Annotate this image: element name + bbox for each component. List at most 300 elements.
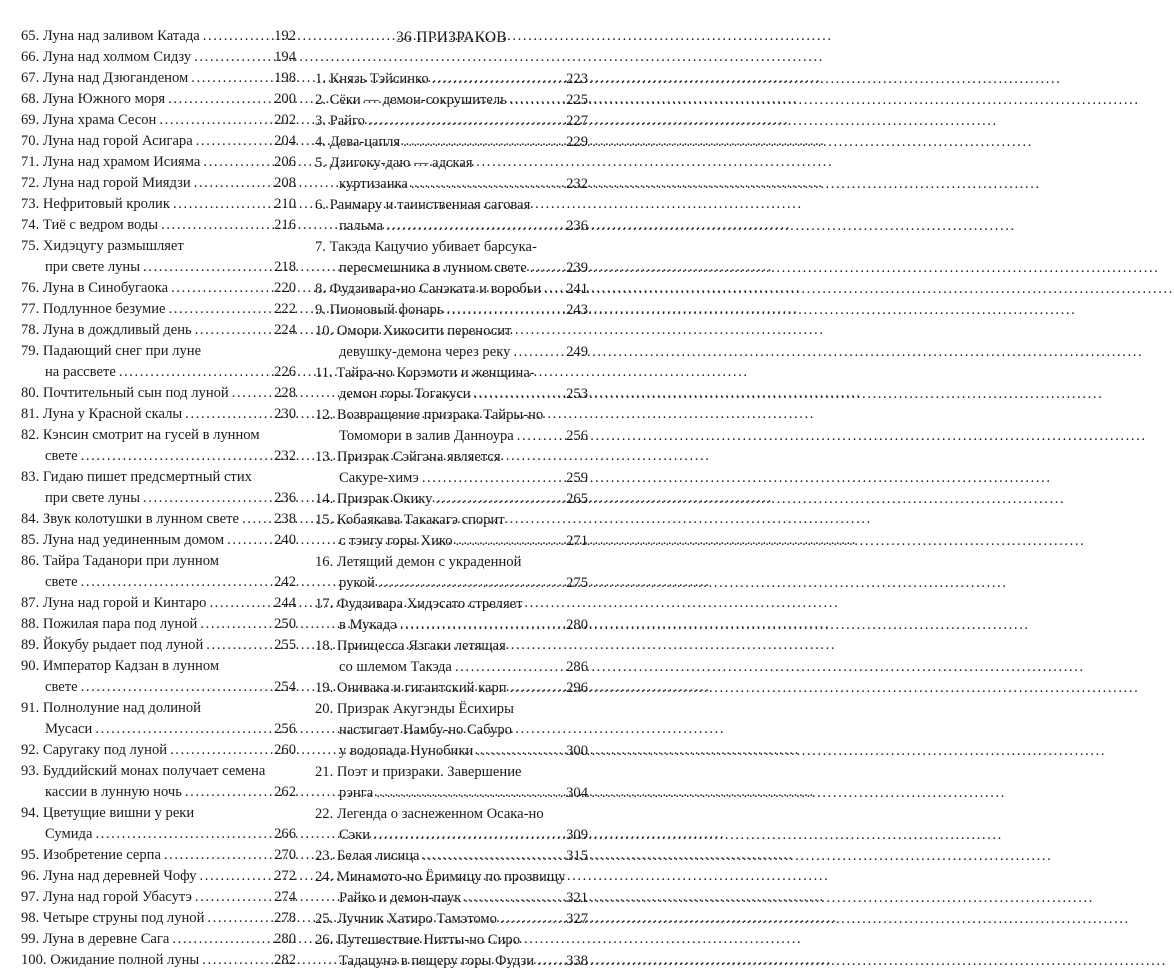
toc-page-number: 272 <box>274 868 296 884</box>
toc-entry-title: демон горы Тогакуси <box>339 386 471 402</box>
toc-entry <box>21 593 296 614</box>
toc-entry <box>21 950 296 971</box>
toc-entry-line <box>315 930 588 951</box>
toc-entry-title: куртизанка <box>339 176 408 192</box>
toc-page-number: 274 <box>274 889 296 905</box>
toc-page-number: 278 <box>274 910 296 926</box>
dot-leader <box>232 383 271 404</box>
dot-leader <box>400 615 563 636</box>
toc-entry-line <box>315 426 588 447</box>
toc-entry-line <box>21 110 296 131</box>
toc-entry <box>315 195 588 237</box>
toc-entry-line <box>315 867 588 888</box>
toc-entry-line <box>21 635 296 656</box>
toc-page-number: 249 <box>566 344 588 360</box>
dot-leader <box>423 846 564 867</box>
toc-entry-title: в Мукадэ <box>339 617 397 633</box>
toc-entry-title: 68. Луна Южного моря <box>21 91 166 107</box>
dot-leader <box>447 300 564 321</box>
toc-page-number: 321 <box>566 890 588 906</box>
toc-page-number: 271 <box>566 533 588 549</box>
dot-leader <box>373 825 563 846</box>
toc-page-number: 253 <box>566 386 588 402</box>
toc-entry-line <box>315 90 588 111</box>
toc-page-number: 225 <box>566 92 588 108</box>
toc-entry-line <box>315 573 588 594</box>
toc-entry-line <box>21 362 296 383</box>
toc-entry <box>315 111 588 132</box>
toc-entry <box>21 656 296 698</box>
toc-entry <box>315 237 588 279</box>
toc-entry-title: 18. Принцесса Язгаки летящая <box>315 638 506 654</box>
toc-entry-line <box>315 552 588 573</box>
toc-entry-line <box>315 363 588 384</box>
toc-entry-line <box>315 615 588 636</box>
toc-entry-title: Томомори в залив Данноура <box>339 428 514 444</box>
dot-leader <box>513 342 563 363</box>
toc-page-number: 242 <box>274 574 296 590</box>
toc-entry-line <box>315 678 588 699</box>
toc-entry-line <box>315 195 588 216</box>
dot-leader <box>143 488 271 509</box>
toc-entry-title: 14. Призрак Окику <box>315 491 433 507</box>
toc-entry <box>315 279 588 300</box>
toc-entry <box>21 278 296 299</box>
toc-entry-line <box>21 383 296 404</box>
dot-leader <box>378 573 563 594</box>
toc-entry-title: свете <box>45 679 78 695</box>
toc-entry-title: 90. Император Кадзан в лунном <box>21 658 220 674</box>
toc-entry <box>21 89 296 110</box>
toc-entry-line <box>21 761 296 782</box>
toc-entry-title: Мусаси <box>45 721 93 737</box>
toc-entry <box>315 489 588 510</box>
toc-page-number: 300 <box>566 743 588 759</box>
toc-page-number: 260 <box>274 742 296 758</box>
toc-entry-title: пальма <box>339 218 383 234</box>
toc-entry <box>21 425 296 467</box>
dot-leader <box>227 530 271 551</box>
toc-entry-title: настигает Намбу-но Сабуро <box>339 722 512 738</box>
toc-page-number: 227 <box>566 113 588 129</box>
toc-entry-title: 9. Пионовый фонарь <box>315 302 444 318</box>
dot-leader <box>168 89 271 110</box>
dot-leader <box>159 110 271 131</box>
toc-entry-line <box>21 593 296 614</box>
toc-page-number: 229 <box>566 134 588 150</box>
toc-entry-title: 76. Луна в Синобугаока <box>21 280 169 296</box>
dot-leader <box>403 132 563 153</box>
toc-entry-line <box>315 741 588 762</box>
toc-entry-line <box>315 132 588 153</box>
toc-entry-title: 22. Легенда о заснеженном Осака-но <box>315 806 544 822</box>
toc-entry-title: пересмешника в лунном свете <box>339 260 527 276</box>
toc-entry-line <box>315 111 588 132</box>
toc-entry-line <box>21 425 296 446</box>
toc-entry-line <box>21 47 296 68</box>
toc-entry-line <box>21 278 296 299</box>
toc-entry-line <box>315 783 588 804</box>
toc-entry <box>21 215 296 236</box>
toc-right-column <box>315 26 588 972</box>
toc-entry-line <box>21 887 296 908</box>
toc-entry-title: 23. Белая лисица <box>315 848 420 864</box>
toc-entry-title: 83. Гидаю пишет предсмертный стих <box>21 469 252 485</box>
toc-entry <box>21 68 296 89</box>
toc-entry <box>21 173 296 194</box>
dot-leader <box>95 719 271 740</box>
toc-entry <box>315 153 588 195</box>
toc-page-number: 296 <box>566 680 588 696</box>
toc-entry-title: 79. Падающий снег при луне <box>21 343 202 359</box>
toc-entry-title: 15. Кобаякава Такакагэ спорит <box>315 512 505 528</box>
toc-entry <box>315 300 588 321</box>
toc-page-number: 194 <box>274 49 296 65</box>
toc-page-number: 192 <box>274 28 296 44</box>
toc-entry <box>315 363 588 405</box>
dot-leader <box>422 468 563 489</box>
toc-entry-title: 67. Луна над Дзюганденом <box>21 70 189 86</box>
toc-entry-title: 24. Минамото-но Ёримицу по прозвищу <box>315 869 566 885</box>
dot-leader <box>202 950 271 971</box>
toc-entry-title: 65. Луна над заливом Катада <box>21 28 200 44</box>
toc-entry-title: 92. Саругаку под луной <box>21 742 168 758</box>
toc-entry-line <box>315 804 588 825</box>
dot-leader <box>200 866 272 887</box>
toc-entry <box>315 405 588 447</box>
toc-entry-title: рэнга <box>339 785 374 801</box>
toc-entry-line <box>315 258 588 279</box>
toc-entry-line <box>315 888 588 909</box>
dot-leader <box>81 446 271 467</box>
toc-page-number: 259 <box>566 470 588 486</box>
toc-entry-title: 10. Омори Хикосити переносит <box>315 323 512 339</box>
dot-leader <box>191 68 271 89</box>
toc-page-number: 275 <box>566 575 588 591</box>
toc-entry-line <box>21 614 296 635</box>
toc-entry-title: 96. Луна над деревней Чофу <box>21 868 197 884</box>
toc-entry-title: 95. Изобретение серпа <box>21 847 161 863</box>
toc-entry <box>21 299 296 320</box>
toc-entry-title: 66. Луна над холмом Сидзу <box>21 49 192 65</box>
toc-page-number: 262 <box>274 784 296 800</box>
dot-leader <box>119 362 271 383</box>
toc-page-number: 222 <box>274 301 296 317</box>
dot-leader <box>456 531 564 552</box>
toc-entry-title: 71. Луна над храмом Исияма <box>21 154 201 170</box>
toc-entry-line <box>21 866 296 887</box>
toc-page-number: 239 <box>566 260 588 276</box>
toc-entry-title: 91. Полнолуние над долиной <box>21 700 201 716</box>
toc-page-number: 254 <box>274 679 296 695</box>
toc-entry-title: 19. Онивака и гигантский карп <box>315 680 507 696</box>
toc-entry <box>315 636 588 678</box>
toc-entry <box>21 341 296 383</box>
toc-entry <box>21 551 296 593</box>
dot-leader <box>164 845 271 866</box>
toc-page-number: 224 <box>274 322 296 338</box>
toc-entry-title: 13. Призрак Сэйгэна является <box>315 449 501 465</box>
toc-entry-title: 4. Дева-цапля <box>315 134 401 150</box>
toc-page-number: 208 <box>274 175 296 191</box>
toc-entry <box>21 887 296 908</box>
toc-entry <box>21 803 296 845</box>
dot-leader <box>161 215 271 236</box>
toc-entry-line <box>315 825 588 846</box>
toc-page-number: 210 <box>274 196 296 212</box>
toc-page-number: 223 <box>566 71 588 87</box>
toc-entry-line <box>315 531 588 552</box>
toc-entry-title: 5. Дзигоку-даю — адская <box>315 155 473 171</box>
toc-entry-title: 87. Луна над горой и Кинтаро <box>21 595 207 611</box>
toc-entry-line <box>21 404 296 425</box>
toc-entry-line <box>315 510 588 531</box>
toc-page-number: 256 <box>566 428 588 444</box>
toc-entry-title: со шлемом Такэда <box>339 659 452 675</box>
toc-entry-line <box>315 153 588 174</box>
toc-entry-line <box>21 446 296 467</box>
toc-entry-title: 2. Сёки — демон-сокрушитель <box>315 92 507 108</box>
toc-entry-line <box>21 929 296 950</box>
toc-entry-title: 80. Почтительный сын под луной <box>21 385 229 401</box>
toc-entry <box>21 845 296 866</box>
toc-entry <box>315 594 588 636</box>
toc-entry-title: 8. Фудзивара-но Санэката и воробьи <box>315 281 542 297</box>
toc-entry-title: 78. Луна в дождливый день <box>21 322 192 338</box>
dot-leader <box>143 257 271 278</box>
toc-entry-line <box>315 237 588 258</box>
toc-page-number: 236 <box>566 218 588 234</box>
toc-entry-line <box>315 69 588 90</box>
toc-page-number: 240 <box>274 532 296 548</box>
toc-page-number: 200 <box>274 91 296 107</box>
toc-page-number: 309 <box>566 827 588 843</box>
toc-page-number: 250 <box>274 616 296 632</box>
toc-entry-title: 88. Пожилая пара под луной <box>21 616 198 632</box>
toc-page-number: 315 <box>566 848 588 864</box>
toc-page-number: 304 <box>566 785 588 801</box>
toc-entry-line <box>315 594 588 615</box>
toc-entry-line <box>21 173 296 194</box>
dot-leader <box>432 69 563 90</box>
toc-entry-title: 89. Йокубу рыдает под луной <box>21 637 204 653</box>
toc-page-number: 265 <box>566 491 588 507</box>
dot-leader <box>510 90 563 111</box>
dot-leader <box>517 426 563 447</box>
toc-page-number: 270 <box>274 847 296 863</box>
dot-leader <box>203 26 271 47</box>
toc-entry <box>21 152 296 173</box>
toc-entry-title: 21. Поэт и призраки. Завершение <box>315 764 522 780</box>
dot-leader <box>81 572 271 593</box>
toc-entry-title: Сакуре-химэ <box>339 470 419 486</box>
toc-page-number: 244 <box>274 595 296 611</box>
toc-entry <box>21 530 296 551</box>
toc-page-number: 206 <box>274 154 296 170</box>
toc-entry-line <box>315 762 588 783</box>
toc-entry-line <box>315 909 588 930</box>
dot-leader <box>170 740 271 761</box>
toc-entry-title: 82. Кэнсин смотрит на гусей в лунном <box>21 427 260 443</box>
toc-entry <box>315 909 588 930</box>
toc-entry-line <box>21 908 296 929</box>
toc-entry-title: рукой <box>339 575 375 591</box>
toc-entry-line <box>315 951 588 972</box>
toc-entry <box>315 804 588 846</box>
toc-entry-line <box>21 215 296 236</box>
toc-entry-title: 74. Тиё с ведром воды <box>21 217 159 233</box>
toc-entry-line <box>315 846 588 867</box>
toc-page-number: 286 <box>566 659 588 675</box>
toc-page-number: 255 <box>274 637 296 653</box>
dot-leader <box>411 174 563 195</box>
toc-page-number: 216 <box>274 217 296 233</box>
toc-entry-line <box>315 300 588 321</box>
section-heading: 36 ПРИЗРАКОВ <box>395 29 508 46</box>
toc-entry-line <box>21 320 296 341</box>
dot-leader <box>530 258 563 279</box>
toc-entry <box>315 762 588 804</box>
toc-entry-title: Тадацунэ в пещеру горы Фудзи <box>339 953 535 969</box>
toc-entry <box>21 194 296 215</box>
toc-entry <box>21 761 296 803</box>
toc-entry-line <box>315 699 588 720</box>
toc-entry <box>21 236 296 278</box>
toc-page-number: 236 <box>274 490 296 506</box>
toc-entry-title: 69. Луна храма Сесон <box>21 112 157 128</box>
toc-entry-line <box>315 174 588 195</box>
dot-leader <box>203 152 271 173</box>
toc-entry-title: 3. Райго <box>315 113 365 129</box>
toc-entry-title: 98. Четыре струны под луной <box>21 910 205 926</box>
toc-entry <box>21 26 296 47</box>
toc-entry-line <box>21 467 296 488</box>
toc-entry-title: 86. Тайра Таданори при лунном <box>21 553 219 569</box>
toc-entry <box>21 929 296 950</box>
toc-page-number: 218 <box>274 259 296 275</box>
toc-entry-title: 6. Ранмару и таинственная саговая <box>315 197 531 213</box>
toc-entry-line <box>21 26 296 47</box>
dot-leader <box>207 908 271 929</box>
dot-leader <box>544 279 563 300</box>
toc-entry <box>315 552 588 594</box>
dot-leader <box>172 929 271 950</box>
toc-entry <box>315 90 588 111</box>
dot-leader <box>455 657 563 678</box>
dot-leader <box>510 678 564 699</box>
toc-entry-line <box>21 509 296 530</box>
toc-entry-title: Сумида <box>45 826 93 842</box>
toc-entry <box>21 866 296 887</box>
toc-entry <box>21 110 296 131</box>
toc-entry-line <box>21 950 296 971</box>
dot-leader <box>185 404 271 425</box>
toc-entry-title: 26. Путешествие Нитты-но Сиро <box>315 932 521 948</box>
toc-page-number: 280 <box>566 617 588 633</box>
toc-entry-line <box>315 405 588 426</box>
toc-entry <box>315 846 588 867</box>
toc-left-column <box>21 26 296 971</box>
toc-entry <box>21 320 296 341</box>
dot-leader <box>196 131 271 152</box>
toc-entry-line <box>21 131 296 152</box>
toc-entry-title: 100. Ожидание полной луны <box>21 952 200 968</box>
toc-entry-line <box>21 89 296 110</box>
toc-entry-line <box>21 845 296 866</box>
toc-entry-title: 84. Звук колотушки в лунном свете <box>21 511 239 527</box>
toc-entry-title: 93. Буддийский монах получает семена <box>21 763 266 779</box>
toc-entry-title: Сэки <box>339 827 371 843</box>
toc-entry-title: Райко и демон-паук <box>339 890 462 906</box>
toc-entry <box>21 908 296 929</box>
dot-leader <box>173 194 271 215</box>
toc-entry-line <box>21 719 296 740</box>
toc-entry-title: кассии в лунную ночь <box>45 784 182 800</box>
toc-entry-title: 97. Луна над горой Убасутэ <box>21 889 192 905</box>
toc-page-number: 238 <box>274 511 296 527</box>
dot-leader <box>464 888 563 909</box>
toc-entry-title: при свете луны <box>45 490 141 506</box>
dot-leader <box>185 782 271 803</box>
dot-leader <box>81 677 271 698</box>
toc-entry-line <box>21 656 296 677</box>
toc-entry-title: 77. Подлунное безумие <box>21 301 166 317</box>
toc-entry-title: 11. Тайра-но Корэмоти и женщина- <box>315 365 535 381</box>
toc-entry <box>21 698 296 740</box>
toc-entry <box>21 404 296 425</box>
toc-entry <box>315 930 588 972</box>
toc-page-number: 204 <box>274 133 296 149</box>
toc-entry-title: 81. Луна у Красной скалы <box>21 406 183 422</box>
toc-entry-line <box>315 468 588 489</box>
toc-page-number: 243 <box>566 302 588 318</box>
toc-entry-title: свете <box>45 448 78 464</box>
toc-entry-title: 1. Князь Тэйсинко <box>315 71 429 87</box>
toc-entry-line <box>21 530 296 551</box>
toc-entry-title: 25. Лучник Хатиро Тамэтомо <box>315 911 497 927</box>
dot-leader <box>476 741 563 762</box>
toc-entry-line <box>21 551 296 572</box>
toc-page-number: 232 <box>274 448 296 464</box>
toc-entry <box>21 509 296 530</box>
toc-entry-line <box>21 236 296 257</box>
dot-leader <box>386 216 563 237</box>
toc-entry-line <box>315 720 588 741</box>
toc-entry-line <box>21 782 296 803</box>
toc-entry-title: 20. Призрак Акугэнды Ёсихиры <box>315 701 514 717</box>
toc-entry-line <box>21 698 296 719</box>
toc-entry <box>315 678 588 699</box>
toc-entry-title: 99. Луна в деревне Сага <box>21 931 170 947</box>
toc-entry-line <box>21 803 296 824</box>
toc-entry <box>21 635 296 656</box>
dot-leader <box>537 951 563 972</box>
toc-entry-line <box>21 740 296 761</box>
toc-entry-line <box>21 572 296 593</box>
toc-entry-title: 17. Фудзивара Хидэсато стреляет <box>315 596 523 612</box>
dot-leader <box>206 635 271 656</box>
dot-leader <box>500 909 563 930</box>
toc-entry-line <box>315 657 588 678</box>
dot-leader <box>435 489 563 510</box>
toc-entry <box>315 132 588 153</box>
dot-leader <box>474 384 564 405</box>
toc-page-number: 327 <box>566 911 588 927</box>
toc-entry-title: 75. Хидэцугу размышляет <box>21 238 184 254</box>
toc-page-number: 256 <box>274 721 296 737</box>
dot-leader <box>209 593 271 614</box>
toc-entry <box>21 383 296 404</box>
